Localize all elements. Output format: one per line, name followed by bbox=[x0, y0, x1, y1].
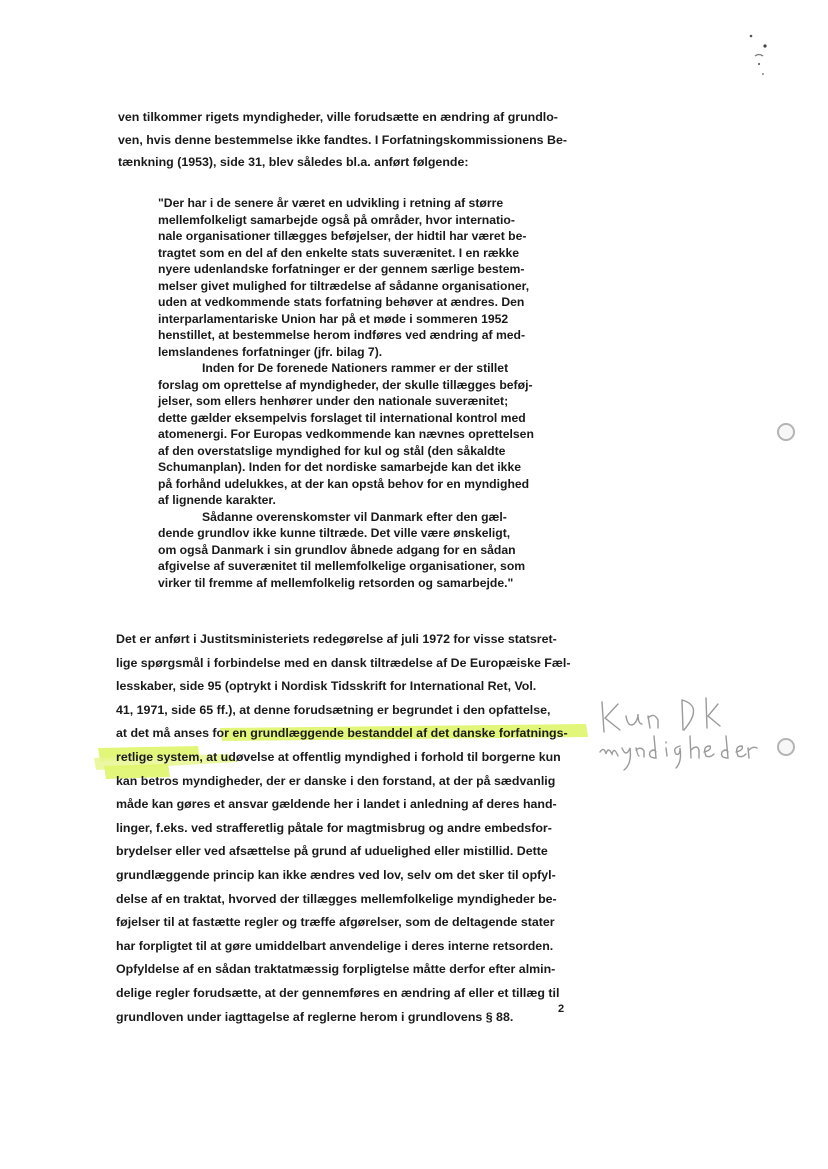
body-line: har forpligtet til at gøre umiddelbart anvendelige i deres interne retsorden. bbox=[116, 938, 554, 953]
quote-line: uden at vedkommende stats forfatning behøver at ændres. Den bbox=[158, 295, 525, 309]
quote-line: melser givet mulighed for tiltrædelse af sådanne organisationer, bbox=[158, 278, 530, 293]
quote-line: om også Danmark i sin grundlov åbnede adgang for en sådan bbox=[158, 542, 516, 557]
body-line: måde kan gøres et ansvar gældende her i landet i anledning af deres hand- bbox=[116, 797, 557, 812]
intro-line: ven, hvis denne bestemmelse ikke fandtes. I Forfatningskommissionens Be- bbox=[118, 132, 567, 147]
quote-line: afgivelse af suverænitet til mellemfolkelige organisationer, som bbox=[158, 559, 526, 573]
body-line: Det er anført i Justitsministeriets redegørelse af juli 1972 for visse statsret- bbox=[116, 632, 557, 646]
quote-line: virker til fremme af mellemfolkelig retsorden og samarbejde." bbox=[158, 575, 514, 590]
body-line: at det må anses for en grundlæggende bestanddel af det danske forfatnings- bbox=[116, 726, 568, 741]
body-line: brydelser eller ved afsættelse på grund af uduelighed eller mistillid. Dette bbox=[116, 844, 548, 859]
quote-line: Sådanne overenskomster vil Danmark efter den gæl- bbox=[202, 509, 507, 524]
quote-line: jelser, som ellers henhører under den nationale suverænitet; bbox=[158, 394, 509, 408]
block-quote bbox=[158, 195, 534, 591]
body-line: delige regler forudsætte, at der gennemføres en ændring af eller et tillæg til bbox=[116, 985, 560, 1000]
body-paragraph bbox=[116, 628, 570, 1029]
page-number: 2 bbox=[558, 1003, 565, 1015]
quote-line: dette gælder eksempelvis forslaget til international kontrol med bbox=[158, 410, 526, 425]
quote-line: mellemfolkeligt samarbejde også på områder, hvor internatio- bbox=[158, 212, 515, 227]
body-line: 41, 1971, side 65 ff.), at denne forudsætning er begrundet i den opfattelse, bbox=[116, 702, 551, 717]
intro-paragraph bbox=[118, 106, 567, 174]
quote-line: nale organisationer tillægges beføjelser, der hidtil har været be- bbox=[158, 229, 527, 243]
body-line: retlige system, at udøvelse at offentlig myndighed i forhold til borgerne kun bbox=[116, 749, 561, 764]
quote-line: af den overstatslige myndighed for kul og stål (den såkaldte bbox=[158, 443, 506, 458]
body-line: Opfyldelse af en sådan traktatmæssig forpligtelse måtte derfor efter almin- bbox=[116, 962, 556, 977]
body-line: linger, f.eks. ved strafferetlig påtale for magtmisbrug og andre embedsfor- bbox=[116, 820, 552, 835]
body-line: grundlæggende princip kan ikke ændres ved lov, selv om det sker til opfyl- bbox=[116, 867, 556, 882]
body-line: føjelser til at fastætte regler og træffe afgørelser, som de deltagende stater bbox=[116, 915, 555, 930]
quote-line: Schumanplan). Inden for det nordiske samarbejde kan det ikke bbox=[158, 460, 522, 474]
quote-line: tragtet som en del af den enkelte stats suverænitet. I en række bbox=[158, 245, 520, 260]
body-line: lige spørgsmål i forbindelse med en dansk tiltrædelse af De Europæiske Fæl- bbox=[116, 655, 571, 670]
quote-line: forslag om oprettelse af myndigheder, der skulle tillægges beføj- bbox=[158, 377, 533, 392]
binder-hole bbox=[777, 738, 795, 756]
scan-specks bbox=[735, 20, 785, 90]
handwritten-margin-note bbox=[590, 686, 760, 786]
quote-line: atomenergi. For Europas vedkommende kan nævnes oprettelsen bbox=[158, 427, 534, 441]
quote-line: Inden for De forenede Nationers rammer er der stillet bbox=[202, 361, 509, 375]
quote-line: på forhånd udelukkes, at der kan opstå behov for en myndighed bbox=[158, 476, 530, 491]
body-line: grundloven under iagttagelse af reglerne herom i grundlovens § 88. bbox=[116, 1009, 514, 1024]
body-line: lesskaber, side 95 (optrykt i Nordisk Tidsskrift for International Ret, Vol. bbox=[116, 679, 537, 694]
binder-hole bbox=[777, 423, 795, 441]
intro-line: tænkning (1953), side 31, blev således bl.a. anført følgende: bbox=[118, 155, 469, 169]
quote-line: lemslandenes forfatninger (jfr. bilag 7). bbox=[158, 344, 383, 359]
body-line: kan betros myndigheder, der er danske i den forstand, at der på sædvanlig bbox=[116, 773, 556, 788]
quote-line: interparlamentariske Union har på et møde i sommeren 1952 bbox=[158, 311, 509, 326]
quote-line: henstillet, at bestemmelse herom indføres ved ændring af med- bbox=[158, 328, 526, 342]
quote-line: "Der har i de senere år været en udvikling i retning af større bbox=[158, 196, 504, 210]
quote-line: dende grundlov ikke kunne tiltræde. Det ville være ønskeligt, bbox=[158, 526, 511, 540]
quote-line: nyere udenlandske forfatninger er der gennem særlige bestem- bbox=[158, 262, 525, 276]
body-line: delse af en traktat, hvorved der tillægges mellemfolkelige myndigheder be- bbox=[116, 891, 557, 906]
quote-line: af lignende karakter. bbox=[158, 493, 276, 507]
intro-line: ven tilkommer rigets myndigheder, ville forudsætte en ændring af grundlo- bbox=[118, 110, 558, 124]
